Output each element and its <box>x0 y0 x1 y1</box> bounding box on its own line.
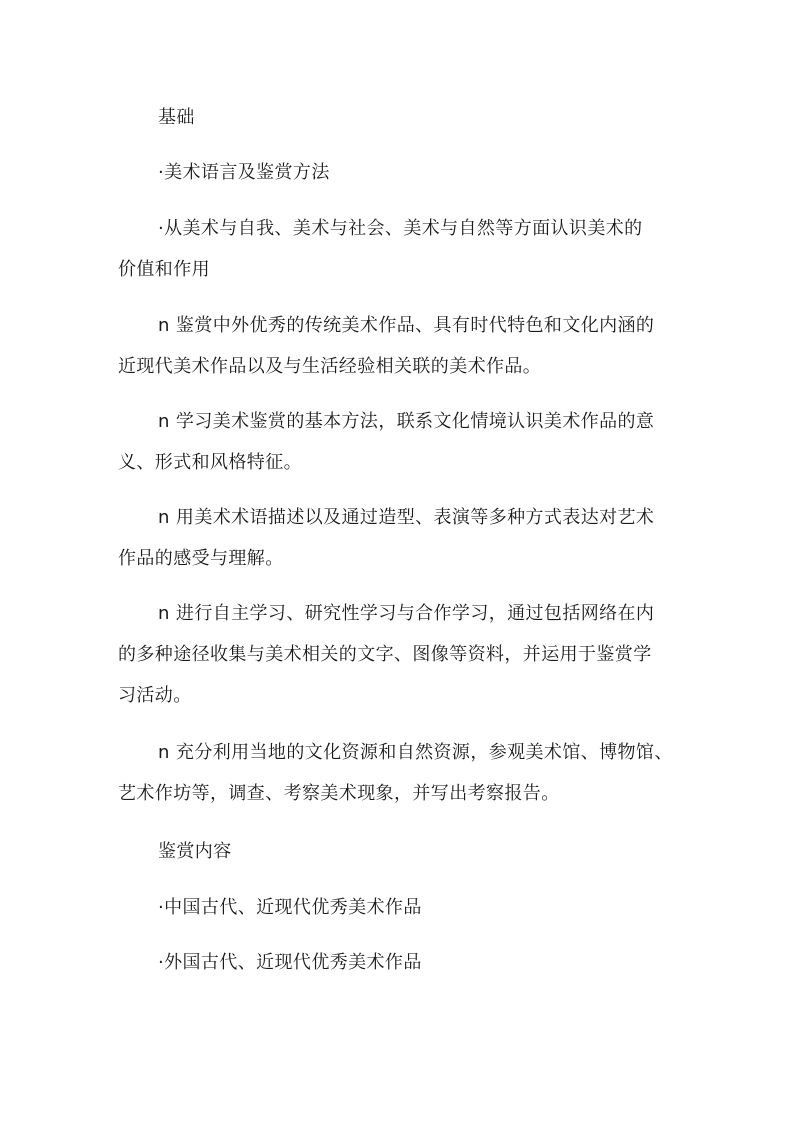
paragraph-line: ·美术语言及鉴赏方法 <box>158 162 330 183</box>
bullet-local-resources <box>118 732 678 814</box>
paragraph-line: 习活动。 <box>118 685 192 706</box>
paragraph-line: 价值和作用 <box>118 259 210 280</box>
paragraph-line: n 进行自主学习、研究性学习与合作学习，通过包括网络在内 <box>158 603 655 624</box>
paragraph-line: 作品的感受与理解。 <box>118 548 284 569</box>
bullet-appreciate-works <box>118 305 678 387</box>
paragraph-line: 近现代美术作品以及与生活经验相关联的美术作品。 <box>118 356 542 377</box>
paragraph-line: ·中国古代、近现代优秀美术作品 <box>158 897 422 918</box>
paragraph-line: 义、形式和风格特征。 <box>118 452 302 473</box>
heading-basics <box>118 97 678 138</box>
bullet-self-study <box>118 593 678 716</box>
bullet-learn-methods <box>118 401 678 483</box>
paragraph-line: ·外国古代、近现代优秀美术作品 <box>158 952 422 973</box>
bullet-describe-express <box>118 497 678 579</box>
paragraph-line: ·从美术与自我、美术与社会、美术与自然等方面认识美术的 <box>158 218 643 239</box>
paragraph-line: 基础 <box>158 107 195 128</box>
paragraph-line: n 学习美术鉴赏的基本方法，联系文化情境认识美术作品的意 <box>158 411 655 432</box>
paragraph-line: 鉴赏内容 <box>158 841 232 862</box>
list-item-chinese-works <box>118 887 678 928</box>
paragraph-line: n 用美术术语描述以及通过造型、表演等多种方式表达对艺术 <box>158 507 655 528</box>
paragraph-line: 艺术作坊等，调查、考察美术现象，并写出考察报告。 <box>118 783 560 804</box>
list-item-art-language <box>118 152 678 193</box>
heading-content <box>118 831 678 872</box>
list-item-value-role <box>118 208 678 290</box>
list-item-foreign-works <box>118 942 678 983</box>
paragraph-line: 的多种途径收集与美术相关的文字、图像等资料，并运用于鉴赏学 <box>118 644 652 665</box>
paragraph-line: n 鉴赏中外优秀的传统美术作品、具有时代特色和文化内涵的 <box>158 315 655 336</box>
paragraph-line: n 充分利用当地的文化资源和自然资源，参观美术馆、博物馆、 <box>158 742 673 763</box>
